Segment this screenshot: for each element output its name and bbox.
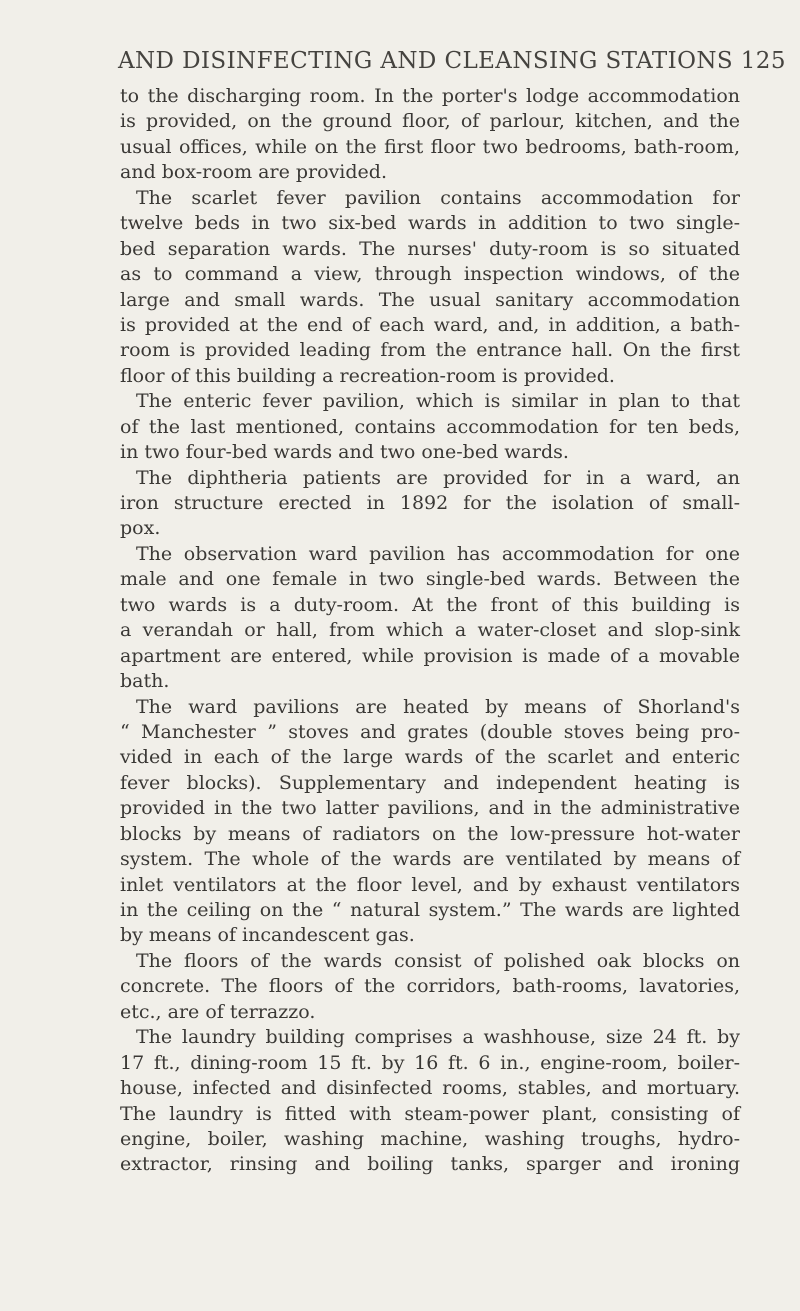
text-line: engine, boiler, washing machine, washing troughs, hydro- [120,1127,740,1150]
text-line: “ Manchester ” stoves and grates (double stoves being pro- [120,720,740,743]
text-line: in two four-bed wards and two one-bed wards. [120,441,569,464]
text-line: is provided at the end of each ward, and, in addition, a bath- [120,313,740,336]
text-line: The diphtheria patients are provided for in a ward, an [136,466,740,489]
text-line: of the last mentioned, contains accommodation for ten beds, [120,415,740,438]
text-line: The ward pavilions are heated by means of Shorland's [136,695,740,718]
text-line: etc., are of terrazzo. [120,1000,316,1023]
running-head: AND DISINFECTING AND CLEANSING STATIONS 125 [118,48,786,74]
text-line: extractor, rinsing and boiling tanks, sparger and ironing [120,1153,740,1176]
text-line: room is provided leading from the entrance hall. On the first [120,339,740,362]
text-line: fever blocks). Supplementary and independent heating is [120,771,740,794]
text-line: The laundry building comprises a washhouse, size 24 ft. by [136,1026,740,1049]
text-line: The observation ward pavilion has accommodation for one [136,542,740,565]
text-line: two wards is a duty-room. At the front of this building is [120,593,740,616]
text-line: as to command a view, through inspection windows, of the [120,263,740,286]
text-line: The floors of the wards consist of polished oak blocks on [136,949,740,972]
text-line: bed separation wards. The nurses' duty-room is so situated [120,237,740,260]
text-line: large and small wards. The usual sanitary accommodation [120,288,740,311]
text-line: The enteric fever pavilion, which is similar in plan to that [136,390,740,413]
text-line: and box-room are provided. [120,161,387,184]
text-line: by means of incandescent gas. [120,924,415,947]
text-line: provided in the two latter pavilions, and in the administrative [120,797,740,820]
text-line: iron structure erected in 1892 for the isolation of small- [120,492,740,514]
text-line: usual offices, while on the first floor two bedrooms, bath-room, [120,135,740,158]
text-line: The laundry is fitted with steam-power plant, consisting of [120,1102,740,1125]
text-line: house, infected and disinfected rooms, stables, and mortuary. [120,1077,740,1100]
text-line: male and one female in two single-bed wards. Between the [120,568,740,591]
text-line: apartment are entered, while provision is made of a movable [120,644,740,667]
text-line: vided in each of the large wards of the scarlet and enteric [120,746,740,769]
text-line: The scarlet fever pavilion contains accommodation for [136,186,740,209]
text-line: 17 ft., dining-room 15 ft. by 16 ft. 6 in., engine-room, boiler- [120,1051,740,1074]
text-line: concrete. The floors of the corridors, bath-rooms, lavatories, [120,975,740,998]
text-line: pox. [120,517,161,540]
text-line: is provided, on the ground floor, of parlour, kitchen, and the [120,110,740,133]
text-line: blocks by means of radiators on the low-pressure hot-water [120,822,740,845]
text-line: twelve beds in two six-bed wards in addition to two single- [120,212,740,235]
text-line: bath. [120,670,170,693]
text-line: in the ceiling on the “ natural system.” The wards are lighted [120,899,740,921]
text-line: a verandah or hall, from which a water-closet and slop-sink [120,619,740,642]
text-line: system. The whole of the wards are ventilated by means of [120,848,740,871]
text-line: inlet ventilators at the floor level, and by exhaust ventilators [120,873,740,896]
text-line: floor of this building a recreation-room is provided. [120,364,615,387]
body-text [120,84,740,1178]
text-line: to the discharging room. In the porter's lodge accommodation [120,85,740,107]
